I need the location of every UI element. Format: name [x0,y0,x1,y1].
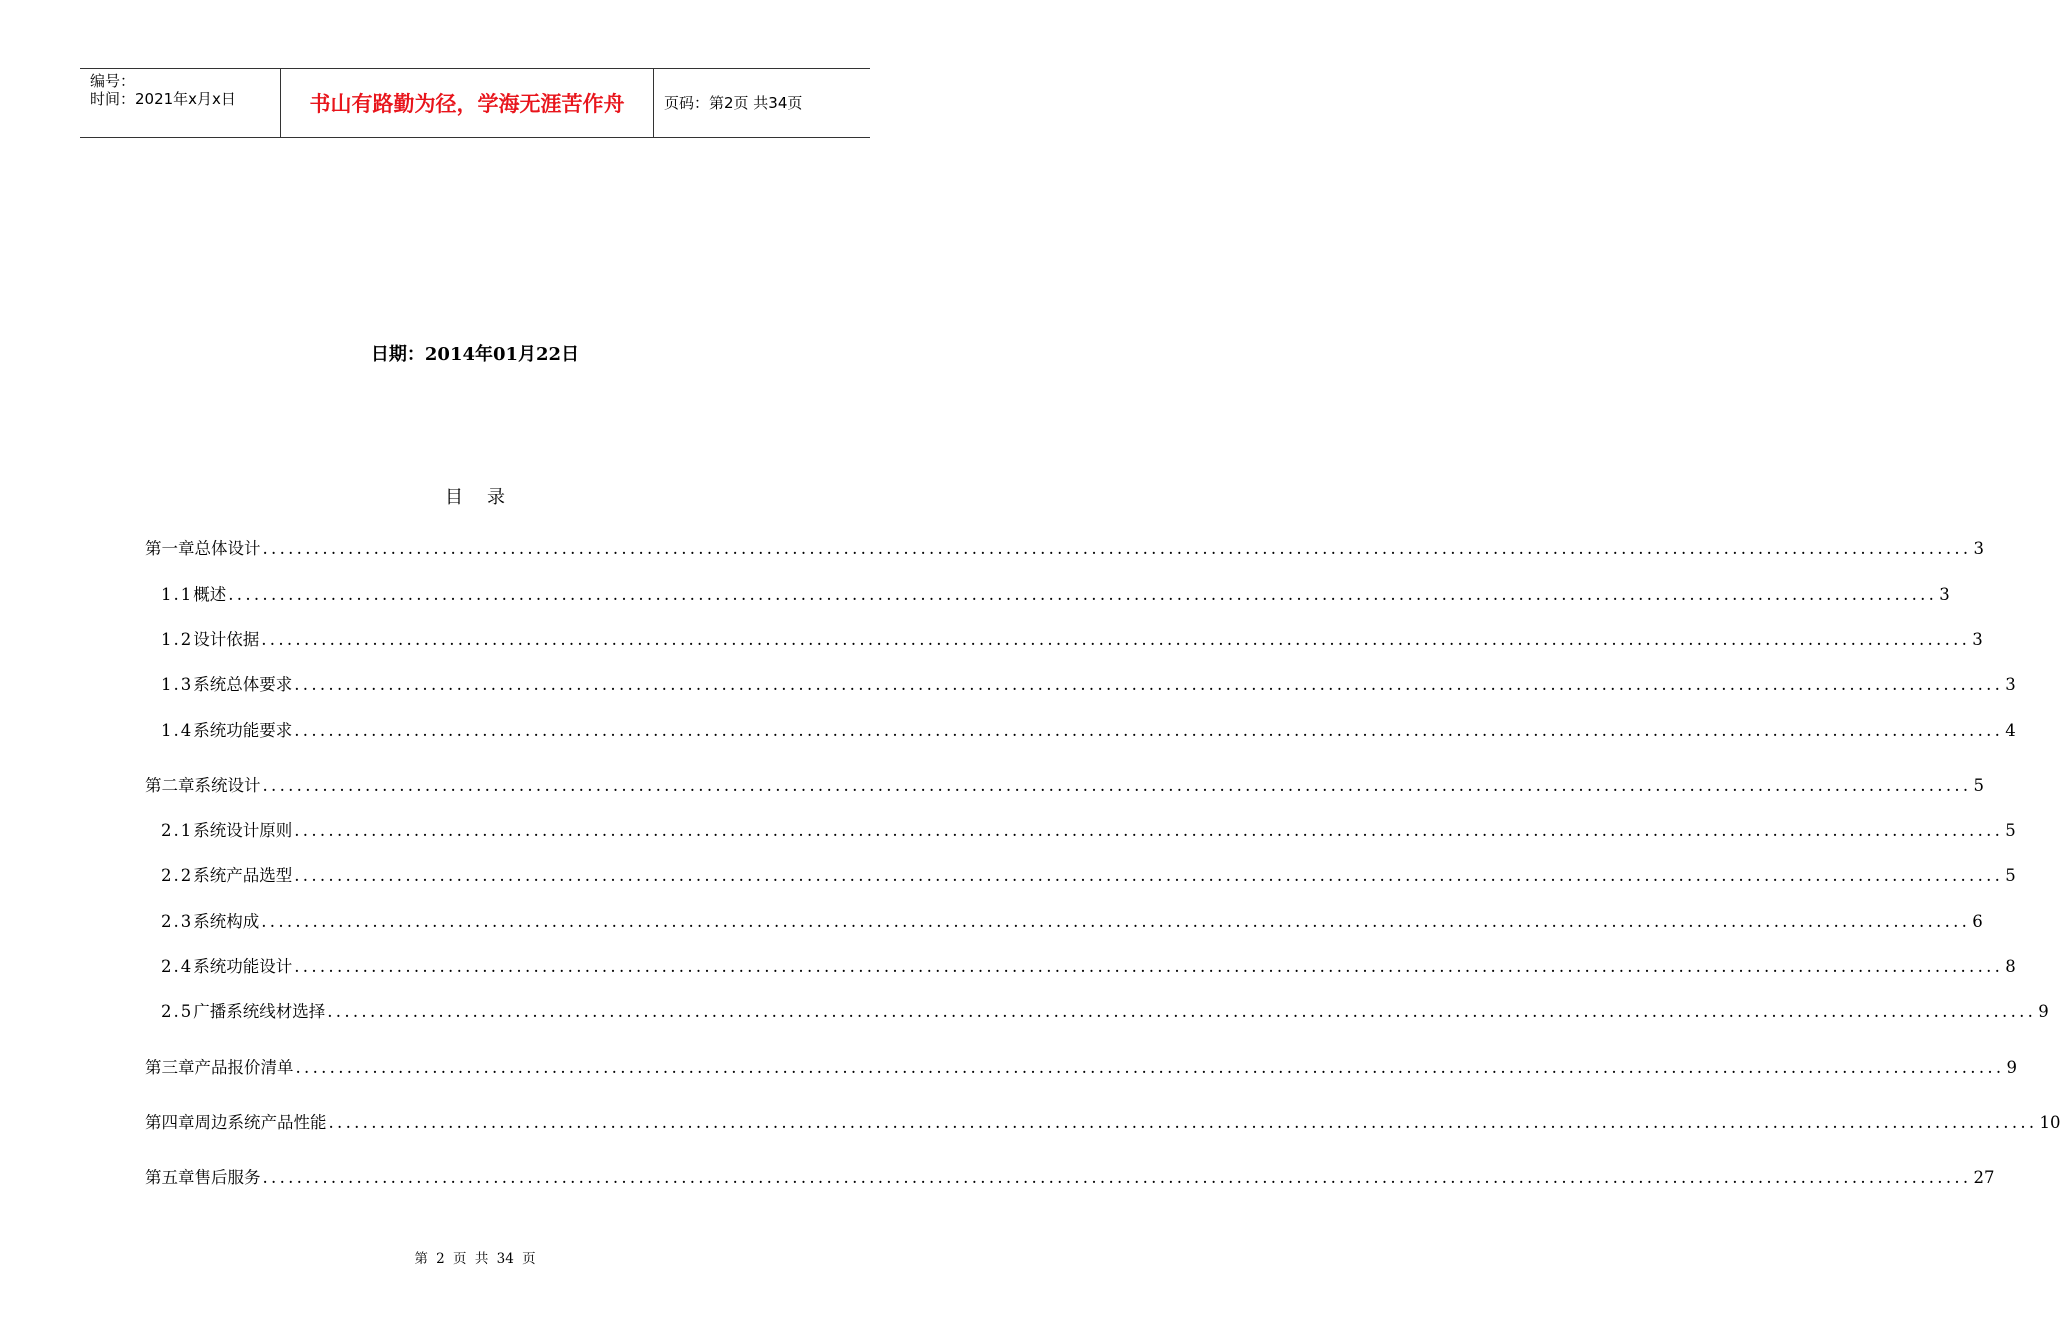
toc-entry-label: 系统设计原则 [193,821,293,840]
toc-entry-label: 系统产品选型 [193,866,293,885]
page-footer: 第 2 页 共 34 页 [414,1251,536,1267]
toc-entry-number: 1.1 [161,585,194,604]
toc-leader-dots: ........................................................................................................................................................................................................ [228,585,1938,604]
toc-entry-label: 系统总体要求 [193,675,293,694]
header-page-cell [654,69,870,137]
toc-leader-dots: ........................................................................................................................................................................................................ [294,957,2004,976]
toc-entry-label: 产品报价清单 [194,1058,294,1077]
toc-leader-dots: ........................................................................................................................................................................................................ [294,821,2004,840]
toc-entry-label: 系统功能要求 [193,721,293,740]
toc-entry[interactable] [145,1111,2060,1135]
toc-entry-number: 2.5 [161,1002,194,1021]
toc-entry-label: 广播系统线材选择 [193,1002,326,1021]
toc-entry-number: 2.1 [161,821,194,840]
toc-leader-dots: ........................................................................................................................................................................................................ [261,912,1971,931]
toc-entry-label: 总体设计 [194,539,261,558]
toc-entry[interactable] [161,864,2016,888]
toc-leader-dots: ........................................................................................................................................................................................................ [294,866,2004,885]
toc-leader-dots: ........................................................................................................................................................................................................ [261,630,1971,649]
toc-entry-page: 3 [1972,630,1983,649]
toc-entry-page: 6 [1972,912,1983,931]
header-meta-cell [80,69,281,137]
toc-entry[interactable] [161,1000,2049,1024]
toc-entry-label: 系统设计 [194,776,261,795]
toc-entry[interactable] [161,673,2016,697]
toc-entry-page: 3 [1973,539,1984,558]
toc-entry-label: 设计依据 [193,630,260,649]
time-label: 时间：2021年x月x日 [90,90,236,108]
toc-entry-number: 2.4 [161,957,194,976]
page-info: 页码：第2页 共34页 [664,94,803,112]
toc-entry-number: 2.2 [161,866,194,885]
toc-title: 目录 [445,487,529,508]
toc-entry[interactable] [161,628,1983,652]
toc-entry[interactable] [161,910,1983,934]
document-date: 日期：2014年01月22日 [370,344,580,365]
toc-entry-page: 9 [2038,1002,2049,1021]
toc-entry[interactable] [145,537,1984,561]
toc-entry[interactable] [145,1056,2017,1080]
toc-entry-number: 1.4 [161,721,194,740]
toc-leader-dots: ........................................................................................................................................................................................................ [262,539,1972,558]
toc-entry-page: 5 [2005,821,2016,840]
number-label: 编号： [90,72,136,90]
toc-leader-dots: ........................................................................................................................................................................................................ [295,1058,2005,1077]
toc-entry-page: 9 [2006,1058,2017,1077]
toc-entry[interactable] [145,774,1984,798]
toc-leader-dots: ........................................................................................................................................................................................................ [294,721,2004,740]
toc-entry-page: 3 [2005,675,2016,694]
toc-leader-dots: ........................................................................................................................................................................................................ [262,1168,1972,1187]
toc-entry[interactable] [145,1166,1995,1190]
toc-entry-page: 8 [2005,957,2016,976]
toc-leader-dots: ........................................................................................................................................................................................................ [328,1113,2038,1132]
toc-leader-dots: ........................................................................................................................................................................................................ [262,776,1972,795]
toc-entry-label: 售后服务 [194,1168,261,1187]
toc-entry[interactable] [161,819,2016,843]
toc-entry-page: 3 [1939,585,1950,604]
toc-entry-number: 第四章 [145,1113,195,1132]
motto-text: 书山有路勤为径，学海无涯苦作舟 [309,92,625,116]
toc-entry-number: 第五章 [145,1168,195,1187]
header-motto-cell [281,69,654,137]
toc-entry-number: 2.3 [161,912,194,931]
toc-entry-page: 4 [2005,721,2016,740]
toc-entry[interactable] [161,719,2016,743]
toc-entry[interactable] [161,955,2016,979]
toc-leader-dots: ........................................................................................................................................................................................................ [327,1002,2037,1021]
toc-entry-number: 第一章 [145,539,195,558]
toc-entry-number: 第二章 [145,776,195,795]
toc-entry-page: 5 [2005,866,2016,885]
toc-leader-dots: ........................................................................................................................................................................................................ [294,675,2004,694]
toc-entry-number: 1.2 [161,630,194,649]
toc-entry-page: 5 [1973,776,1984,795]
page-header [80,68,870,138]
toc-entry-label: 系统构成 [193,912,260,931]
toc-entry-label: 概述 [193,585,227,604]
toc-entry-label: 系统功能设计 [193,957,293,976]
toc-entry[interactable] [161,583,1950,607]
toc-entry-page: 27 [1973,1168,1995,1187]
toc-entry-page: 10 [2039,1113,2060,1132]
toc-entry-number: 第三章 [145,1058,195,1077]
toc-entry-number: 1.3 [161,675,194,694]
toc-entry-label: 周边系统产品性能 [194,1113,327,1132]
